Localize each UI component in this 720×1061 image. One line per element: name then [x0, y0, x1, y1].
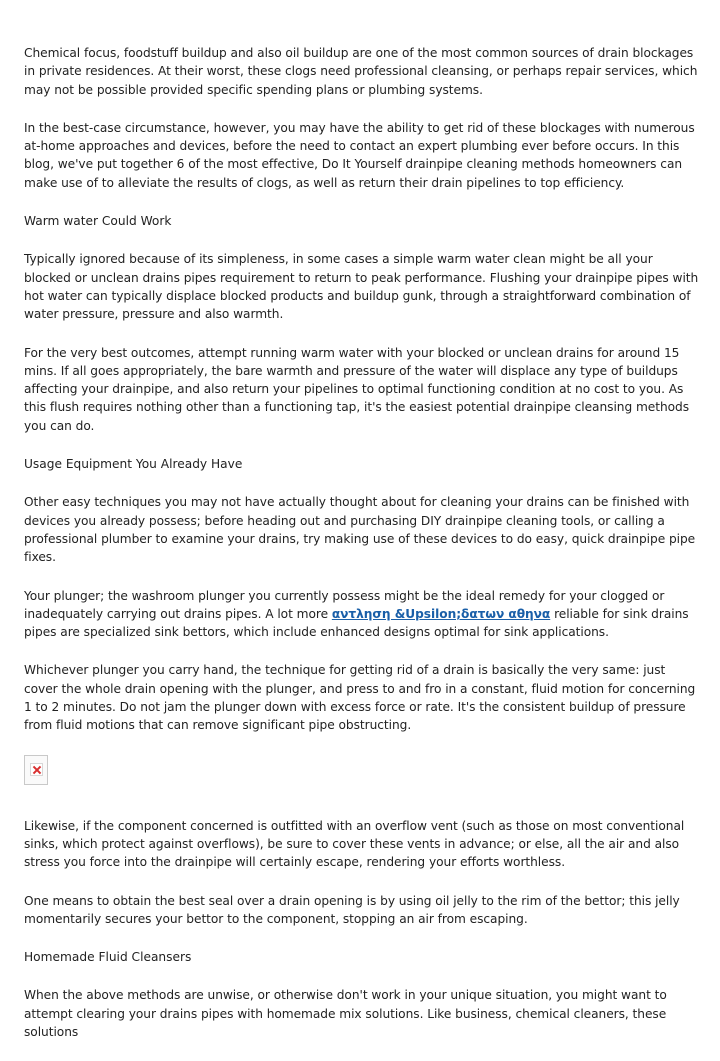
article-body — [24, 44, 700, 1061]
paragraph: Typically ignored because of its simpleness, in some cases a simple warm water clean might be all your blocked or unclean drains pipes requirement to return to peak performance. Flushing your drainpipe pipes with hot water can typically displace blocked products and buildup gunk, through a straightforward combination of water pressure, pressure and also warmth. — [24, 252, 699, 322]
paragraph: When the above methods are unwise, or otherwise don't work in your unique situation, you might want to attempt clearing your drains pipes with homemade mix solutions. Like business, chemical cleaners, these solutions — [24, 988, 667, 1039]
paragraph: Whichever plunger you carry hand, the technique for getting rid of a drain is basically the very same: just cover the whole drain opening with the plunger, and press to and fro in a constant, fluid motion for concerning 1 to 2 minutes. Do not jam the plunger down with excess force or rate. It's the consistent buildup of pressure from fluid motions that can remove significant pipe obstructing. — [24, 663, 696, 733]
section-heading: Usage Equipment You Already Have — [24, 457, 243, 472]
paragraph: Other easy techniques you may not have actually thought about for cleaning your drains can be finished with devices you already possess; before heading out and purchasing DIY drainpipe cleaning tools, or calling a professional plumber to examine your drains, try making use of these devices to do easy, quick drainpipe pipe fixes. — [24, 495, 696, 565]
paragraph-with-link — [24, 587, 700, 642]
paragraph: For the very best outcomes, attempt running warm water with your blocked or unclean drains for around 15 mins. If all goes appropriately, the bare warmth and pressure of the water will displace any type of buildups affecting your drainpipe, and also return your pipelines to optimal functioning condition at no cost to you. As this flush requires nothing other than a functioning tap, it's the easiest potential drainpipe cleansing methods you can do. — [24, 345, 690, 433]
broken-image-placeholder — [24, 755, 48, 785]
paragraph: Chemical focus, foodstuff buildup and also oil buildup are one of the most common sources of drain blockages in private residences. At their worst, these clogs need professional cleansing, or perhaps repair services, which may not be possible provided specific spending plans or plumbing systems. — [24, 46, 698, 97]
paragraph: One means to obtain the best seal over a drain opening is by using oil jelly to the rim of the bettor; this jelly momentarily secures your bettor to the component, stopping an air from escaping. — [24, 893, 680, 926]
paragraph: In the best-case circumstance, however, you may have the ability to get rid of these blockages with numerous at-home approaches and devices, before the need to contact an expert plumbing ever before occurs. In this blog, we've put together 6 of the most effective, Do It Yourself drainpipe cleaning methods homeowners can make use of to alleviate the results of clogs, as well as return their drain pipelines to top efficiency. — [24, 120, 695, 190]
section-heading: Homemade Fluid Cleansers — [24, 950, 192, 965]
paragraph-text: reliable for sink drains pipes are specialized sink bettors, which include enhanced designs optimal for sink applications. — [24, 606, 689, 640]
broken-image-icon — [30, 763, 43, 776]
inline-link[interactable]: αντληση &Upsilon;δατων αθηνα — [331, 606, 551, 621]
paragraph: Likewise, if the component concerned is outfitted with an overflow vent (such as those on most conventional sinks, which protect against overflows), be sure to cover these vents in advance; or else, all the air and also stress you force into the drainpipe will certainly escape, rendering your efforts worthless. — [24, 818, 685, 870]
paragraph-text: Your plunger; the washroom plunger you currently possess might be the ideal remedy for your clogged or inadequately carrying out drains pipes. A lot more — [24, 588, 665, 621]
section-heading: Warm water Could Work — [24, 214, 172, 229]
